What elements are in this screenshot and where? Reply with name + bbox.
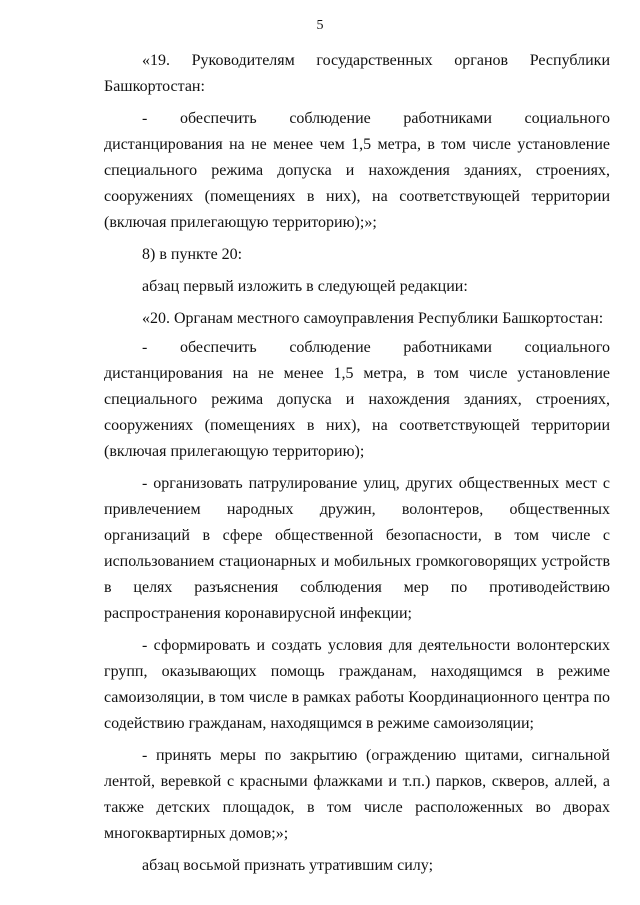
document-body xyxy=(104,48,610,882)
paragraph-park-closure: - принять меры по закрытию (ограждению щитами, сигнальной лентой, веревкой с красными флажками и т.п.) парков, скверов, аллей, а также детских площадок, в том числе расположенных во дворах многоквартирных домов;»; xyxy=(104,747,610,842)
paragraph-eighth-abzac: абзац восьмой признать утратившим силу; xyxy=(142,857,434,874)
paragraph-item-8: 8) в пункте 20: xyxy=(142,246,243,263)
paragraph-first-abzac: абзац первый изложить в следующей редакции: xyxy=(142,278,468,295)
paragraph-distancing-state-bodies: - обеспечить соблюдение работниками социального дистанцирования на не менее чем 1,5 метра, в том числе установление специального режима допуска и нахождения зданиях, строениях, сооружениях (помещениях в них), на соответствующей территории (включая прилегающую территорию);»; xyxy=(104,110,610,231)
paragraph-item-19-heading: «19. Руководителям государственных органов Республики Башкортостан: xyxy=(104,52,610,95)
paragraph-patrolling: - организовать патрулирование улиц, других общественных мест с привлечением народных дружин, волонтеров, общественных организаций в сфере общественной безопасности, в том числе с использованием стационарных и мобильных громкоговорящих устройств в целях разъяснения соблюдения мер по противодействию распространения коронавирусной инфекции; xyxy=(104,475,610,622)
page-number: 5 xyxy=(316,18,324,33)
paragraph-item-20-heading: «20. Органам местного самоуправления Республики Башкортостан: xyxy=(142,310,604,327)
paragraph-volunteer-groups: - сформировать и создать условия для деятельности волонтерских групп, оказывающих помощь гражданам, находящимся в режиме самоизоляции, в том числе в рамках работы Координационного центра по содействию гражданам, находящимся в режиме самоизоляции; xyxy=(104,637,610,732)
paragraph-distancing-local-bodies: - обеспечить соблюдение работниками социального дистанцирования на не менее 1,5 метра, в том числе установление специального режима допуска и нахождения зданиях, строениях, сооружениях (помещениях в них), на соответствующей территории (включая прилегающую территорию); xyxy=(104,339,610,460)
